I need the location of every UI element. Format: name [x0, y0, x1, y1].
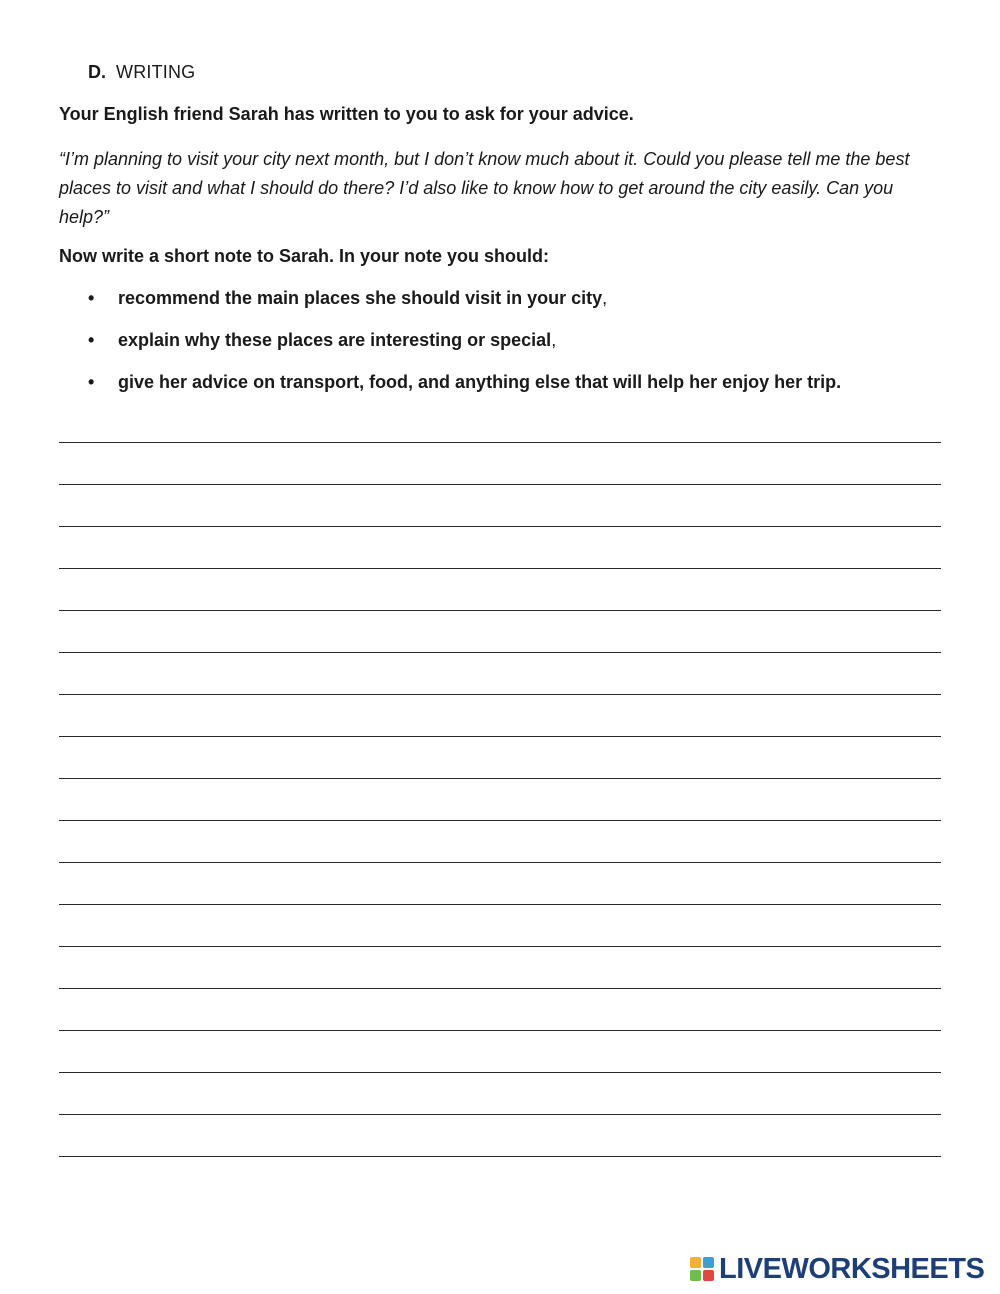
logo-tile: [703, 1270, 714, 1281]
logo-tile: [690, 1257, 701, 1268]
section-title: WRITING: [116, 62, 196, 82]
writing-line[interactable]: [59, 779, 941, 821]
task-point-text: give her advice on transport, food, and anything else that will help her enjoy her trip.: [118, 372, 842, 392]
logo-tile: [703, 1257, 714, 1268]
writing-line[interactable]: [59, 527, 941, 569]
task-point: [88, 287, 968, 329]
writing-line[interactable]: [59, 443, 941, 485]
task-point-list: [88, 287, 968, 413]
writing-line[interactable]: [59, 485, 941, 527]
writing-line[interactable]: [59, 989, 941, 1031]
writing-line[interactable]: [59, 737, 941, 779]
friend-letter-quote: “I’m planning to visit your city next month, but I don’t know much about it. Could you please tell me the best places to visit and what I should do there? I’d also like to know how to get around the city easily. Can you help?”: [59, 149, 910, 227]
section-letter: D.: [88, 62, 106, 82]
task-point-text: recommend the main places she should visit in your city: [118, 288, 603, 308]
writing-line[interactable]: [59, 905, 941, 947]
bullet-icon: •: [88, 372, 95, 392]
task-point-text: explain why these places are interesting or special: [118, 330, 552, 350]
writing-line[interactable]: [59, 653, 941, 695]
liveworksheets-logo: [690, 1253, 984, 1285]
writing-line[interactable]: [59, 863, 941, 905]
writing-line[interactable]: [59, 611, 941, 653]
writing-line[interactable]: [59, 401, 941, 443]
writing-line[interactable]: [59, 1031, 941, 1073]
task-instruction: Now write a short note to Sarah. In your note you should:: [59, 246, 550, 266]
logo-text: LIVEWORKSHEETS: [719, 1253, 985, 1285]
task-intro: Your English friend Sarah has written to you to ask for your advice.: [59, 104, 634, 124]
task-point: [88, 329, 968, 371]
answer-writing-area[interactable]: [59, 401, 941, 1157]
bullet-icon: •: [88, 288, 95, 308]
writing-line[interactable]: [59, 695, 941, 737]
bullet-icon: •: [88, 330, 95, 350]
writing-line[interactable]: [59, 569, 941, 611]
task-point-punctuation: ,: [602, 288, 608, 308]
writing-line[interactable]: [59, 1115, 941, 1157]
writing-line[interactable]: [59, 947, 941, 989]
writing-line[interactable]: [59, 1073, 941, 1115]
writing-line[interactable]: [59, 821, 941, 863]
section-heading: [88, 61, 195, 83]
logo-tile: [690, 1270, 701, 1281]
liveworksheets-logo-icon: [690, 1257, 714, 1281]
task-point-punctuation: ,: [551, 330, 557, 350]
